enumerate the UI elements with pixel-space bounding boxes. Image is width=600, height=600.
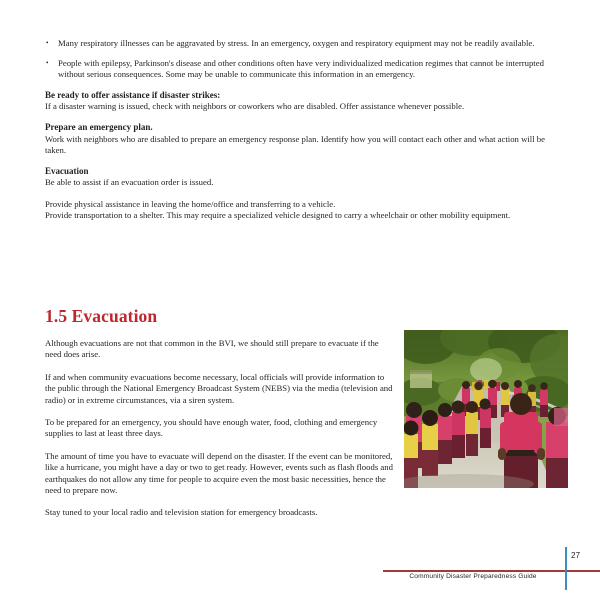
paragraph: If and when community evacuations become necessary, local officials will provide information to the public through the National Emergency Broadcast System (NEBS) via the media (television and radio) or in extreme circumstances, via a siren system. [45, 371, 393, 405]
section-block-evacuation [45, 166, 567, 189]
section-heading: 1.5 Evacuation [45, 306, 158, 326]
paragraph: Provide transportation to a shelter. This may require a specialized vehicle designed to carry a wheelchair or other mobility equipment. [45, 209, 511, 220]
paragraph: Work with neighbors who are disabled to prepare an emergency response plan. Identify how you will contact each other and what action will be taken. [45, 133, 545, 155]
section-block-assistance [45, 90, 567, 113]
paragraph: Provide physical assistance in leaving the home/office and transferring to a vehicle. [45, 198, 336, 209]
section-block-plan [45, 122, 567, 156]
paragraph: Be able to assist if an evacuation order is issued. [45, 177, 214, 188]
list-item: • People with epilepsy, Parkinson's disease and other conditions often have very individualized medication regimes that cannot be interrupted without serious consequences. Some may be unable to communicate this information in an emergency. [45, 58, 567, 80]
subheading: Evacuation [45, 166, 89, 177]
paragraph: The amount of time you have to evacuate will depend on the disaster. If the event can be monitored, like a hurricane, you might have a day or two to get ready. However, events such as flash floods and earthquakes do not allow any time for people to acquire even the most basic necessities, hence the need to prepare now. [45, 450, 393, 496]
bullet-list [45, 38, 567, 81]
photo-illustration [404, 330, 568, 488]
list-item: • Many respiratory illnesses can be aggravated by stress. In an emergency, oxygen and respiratory equipment may not be readily available. [45, 38, 567, 49]
paragraph: Stay tuned to your local radio and television station for emergency broadcasts. [45, 507, 318, 518]
page-number: 27 [571, 551, 581, 560]
paragraph: If a disaster warning is issued, check with neighbors or coworkers who are disabled. Offer assistance whenever possible. [45, 101, 465, 112]
paragraph: To be prepared for an emergency, you should have enough water, food, clothing and emergency supplies to last at least three days. [45, 417, 378, 439]
page-body-lower [45, 338, 393, 519]
schoolchildren-walking-photo [404, 330, 568, 488]
footer-title: Community Disaster Preparedness Guide [409, 573, 537, 580]
subheading: Be ready to offer assistance if disaster strikes: [45, 89, 221, 100]
page-body-upper [45, 38, 567, 221]
paragraph: Although evacuations are not that common in the BVI, we should still prepare to evacuate if the need does arise. [45, 338, 379, 360]
footer-accent-line [565, 547, 567, 590]
spacer [45, 189, 567, 199]
subheading: Prepare an emergency plan. [45, 122, 153, 133]
